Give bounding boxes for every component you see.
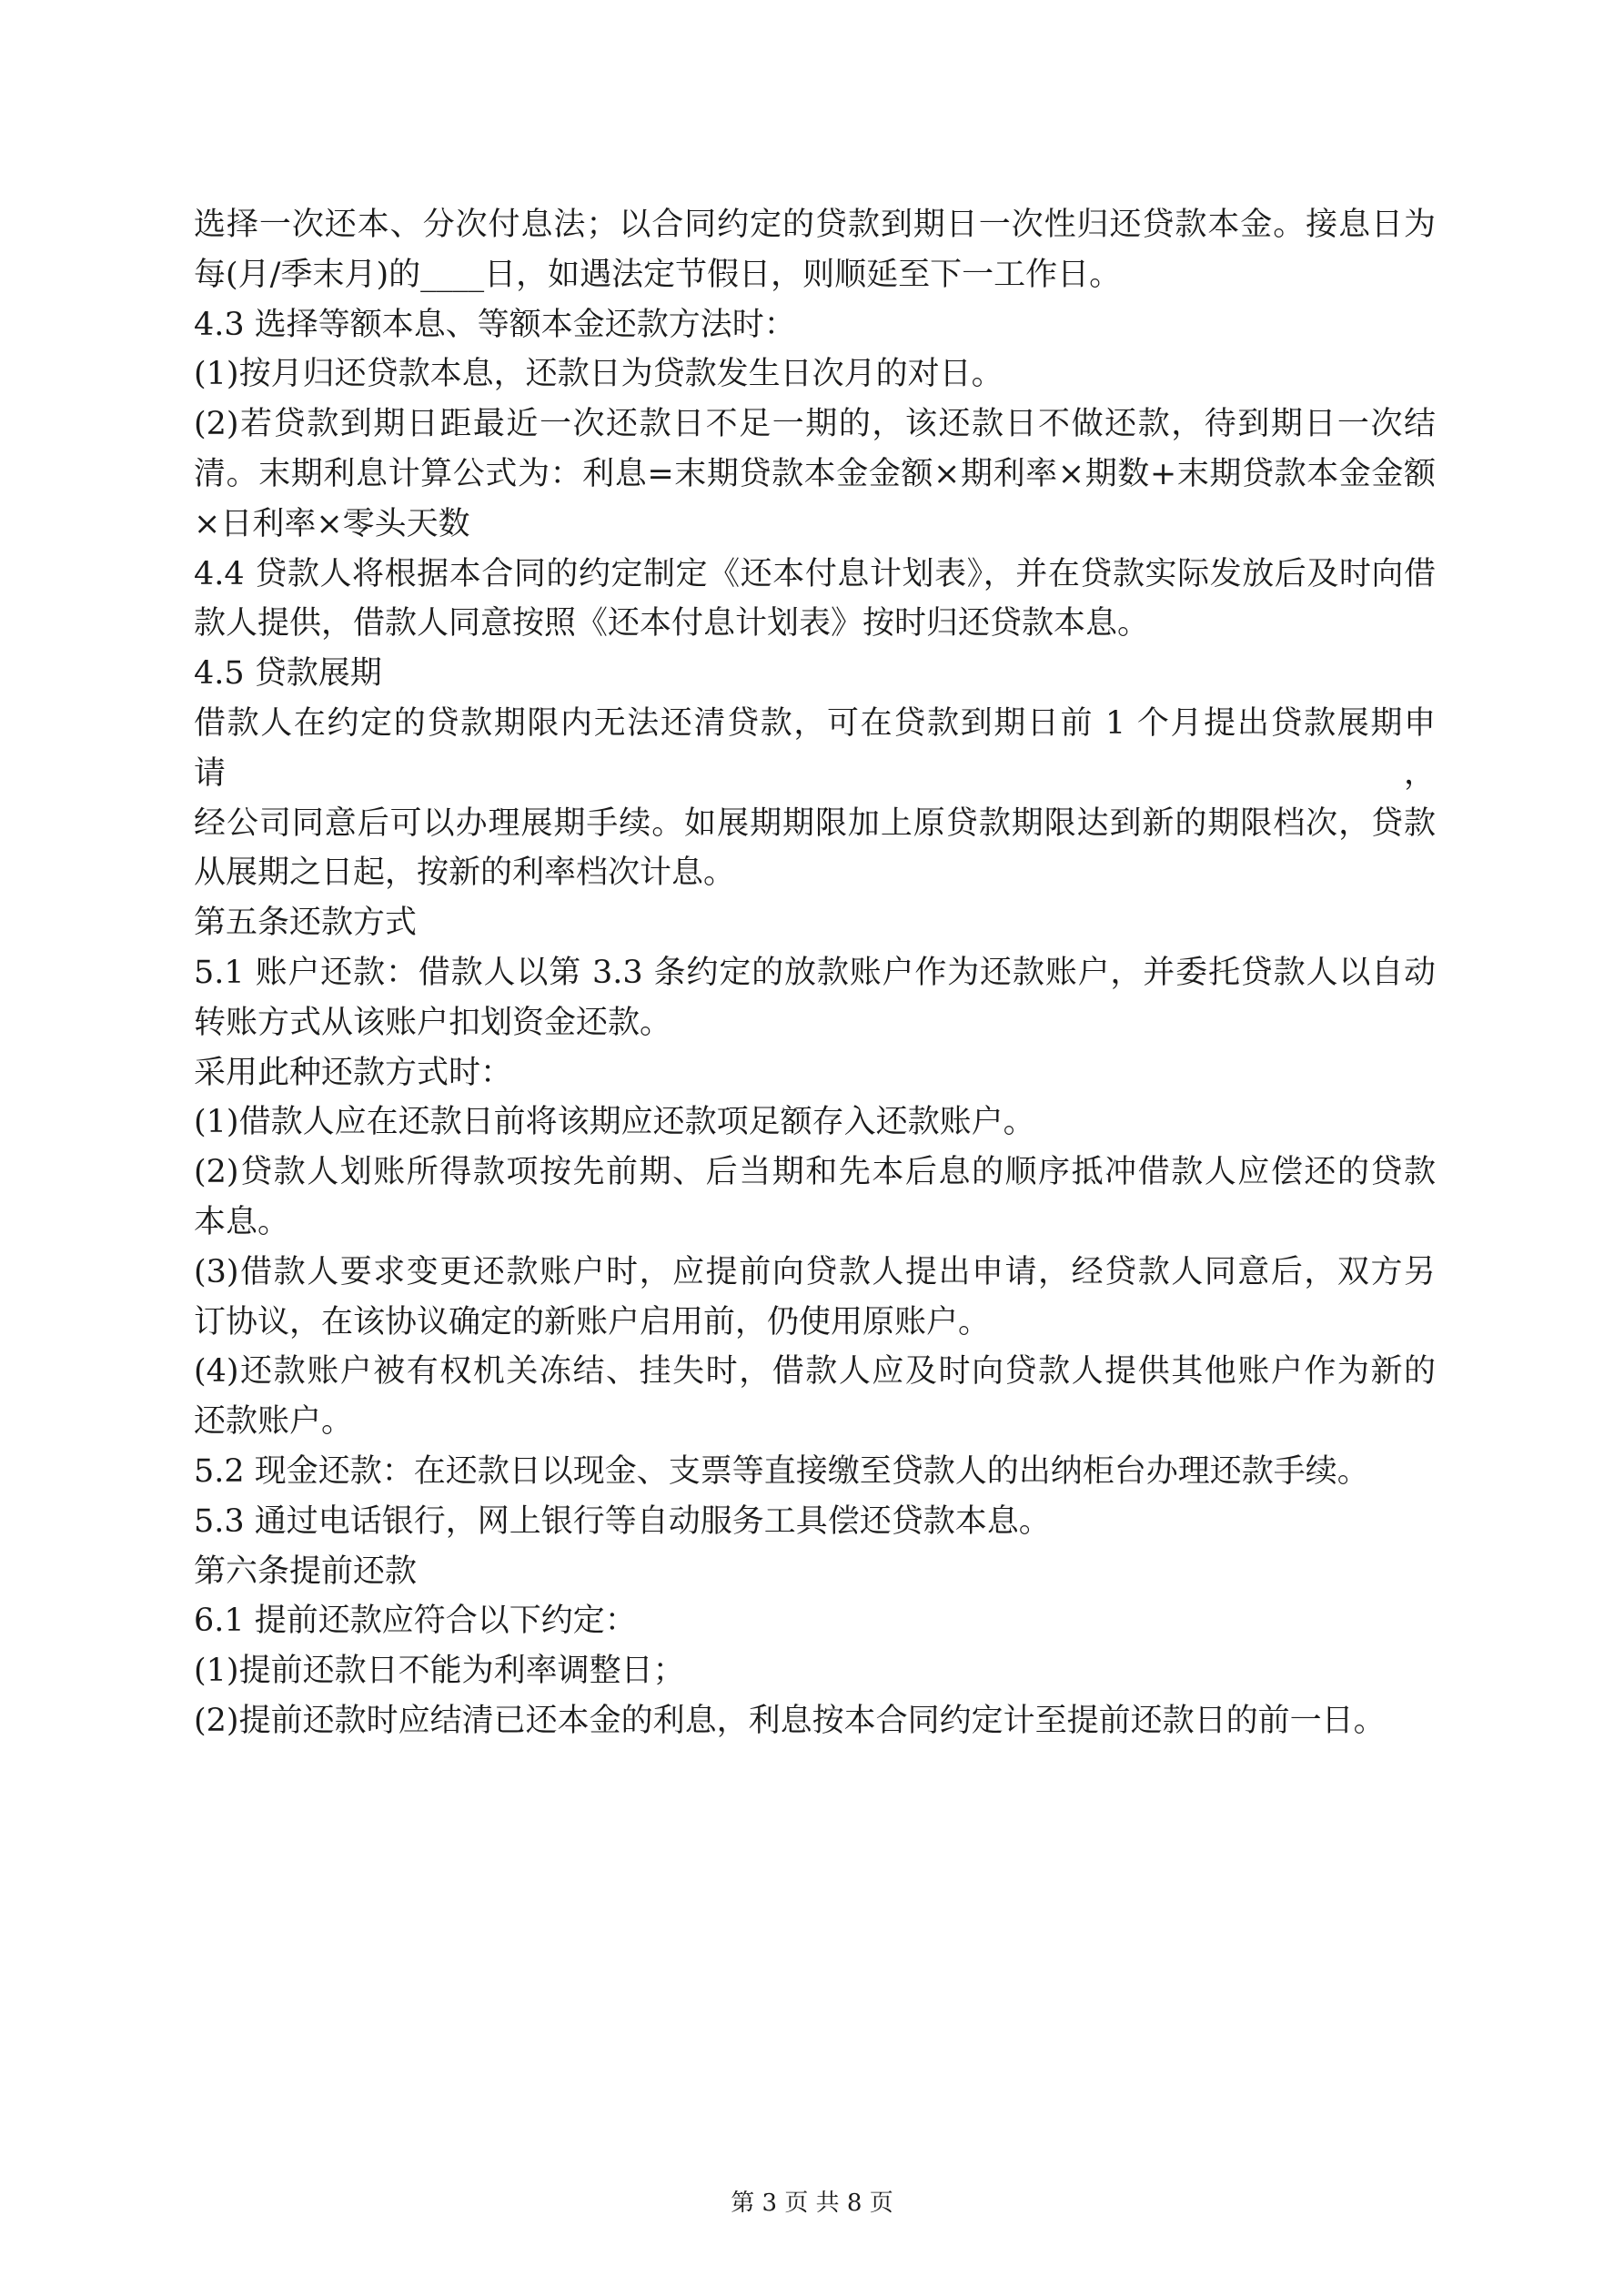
text-line: 本息。 bbox=[194, 1203, 290, 1240]
text-line: (2)提前还款时应结清已还本金的利息，利息按本合同约定计至提前还款日的前一日。 bbox=[194, 1702, 1386, 1739]
text-line: 4.3 选择等额本息、等额本金还款方法时： bbox=[194, 306, 796, 343]
text-line: 5.3 通过电话银行，网上银行等自动服务工具偿还贷款本息。 bbox=[194, 1502, 1051, 1540]
section-heading: 4.5 贷款展期 bbox=[194, 655, 382, 693]
text-line: 经公司同意后可以办理展期手续。如展期期限加上原贷款期限达到新的期限档次，贷款 bbox=[194, 804, 1436, 842]
article-heading: 第六条提前还款 bbox=[194, 1553, 418, 1590]
text-line: 5.1 账户还款：借款人以第 3.3 条约定的放款账户作为还款账户，并委托贷款人以自动 bbox=[194, 954, 1436, 991]
text-line: (2)若贷款到期日距最近一次还款日不足一期的，该还款日不做还款，待到期日一次结 bbox=[194, 406, 1436, 443]
text-line: 每(月/季末月)的____日，如遇法定节假日，则顺延至下一工作日。 bbox=[194, 256, 1122, 293]
text-line: (1)提前还款日不能为利率调整日； bbox=[194, 1653, 685, 1690]
text-line: 清。末期利息计算公式为：利息=末期贷款本金金额×期利率×期数+末期贷款本金金额 bbox=[194, 455, 1436, 492]
text-line: 款人提供，借款人同意按照《还本付息计划表》按时归还贷款本息。 bbox=[194, 605, 1150, 642]
text-line: 转账方式从该账户扣划资金还款。 bbox=[194, 1004, 672, 1041]
text-line: 订协议，在该协议确定的新账户启用前，仍使用原账户。 bbox=[194, 1303, 991, 1340]
text-line: 采用此种还款方式时： bbox=[194, 1054, 513, 1091]
text-line: (3)借款人要求变更还款账户时，应提前向贷款人提出申请，经贷款人同意后，双方另 bbox=[194, 1253, 1436, 1290]
text-line: (2)贷款人划账所得款项按先前期、后当期和先本后息的顺序抵冲借款人应偿还的贷款 bbox=[194, 1154, 1436, 1191]
text-line: 还款账户。 bbox=[194, 1403, 354, 1441]
text-line: 选择一次还本、分次付息法；以合同约定的贷款到期日一次性归还贷款本金。接息日为 bbox=[194, 207, 1436, 243]
text-line: 从展期之日起，按新的利率档次计息。 bbox=[194, 855, 736, 892]
text-line: 5.2 现金还款：在还款日以现金、支票等直接缴至贷款人的出纳柜台办理还款手续。 bbox=[194, 1452, 1369, 1490]
text-line: 借款人在约定的贷款期限内无法还清贷款，可在贷款到期日前 1 个月提出贷款展期申请， bbox=[194, 704, 1436, 792]
document-body bbox=[194, 200, 1436, 1746]
text-line: (1)借款人应在还款日前将该期应还款项足额存入还款账户。 bbox=[194, 1104, 1035, 1141]
text-line: (1)按月归还贷款本息，还款日为贷款发生日次月的对日。 bbox=[194, 356, 1004, 393]
text-line: 6.1 提前还款应符合以下约定： bbox=[194, 1603, 637, 1640]
text-line: 4.4 贷款人将根据本合同的约定制定《还本付息计划表》，并在贷款实际发放后及时向借 bbox=[194, 555, 1436, 592]
text-line: (4)还款账户被有权机关冻结、挂失时，借款人应及时向贷款人提供其他账户作为新的 bbox=[194, 1353, 1436, 1391]
text-line: ×日利率×零头天数 bbox=[194, 505, 470, 542]
article-heading: 第五条还款方式 bbox=[194, 905, 418, 942]
page-footer: 第 3 页 共 8 页 bbox=[731, 2190, 893, 2217]
